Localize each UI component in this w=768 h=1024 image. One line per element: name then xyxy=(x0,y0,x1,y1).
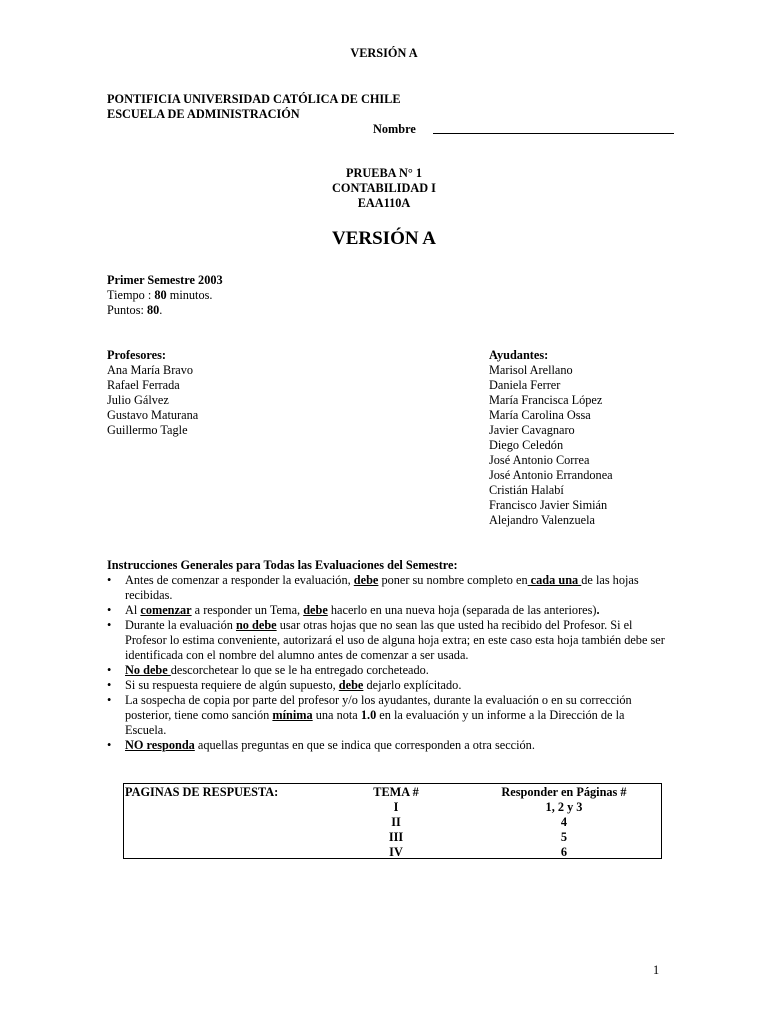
column-header: Responder en Páginas # xyxy=(501,785,627,799)
list-item: Francisco Javier Simián xyxy=(489,498,608,512)
time-value: 80 xyxy=(154,288,167,302)
exam-meta xyxy=(107,273,223,318)
list-item: Gustavo Maturana xyxy=(107,408,199,422)
list-item: Alejandro Valenzuela xyxy=(489,513,595,527)
topic-column xyxy=(356,785,436,860)
name-field-line[interactable] xyxy=(433,133,674,134)
table-heading: PAGINAS DE RESPUESTA: xyxy=(125,785,279,799)
table-cell: II xyxy=(391,815,401,829)
assistants-list xyxy=(489,348,613,528)
list-item: Daniela Ferrer xyxy=(489,378,561,392)
column-header: TEMA # xyxy=(373,785,419,799)
instruction-item: • La sospecha de copia por parte del profesor y/o los ayudantes, durante la evaluación o en su corrección posterior, tiene como sanción mínima una nota 1.0 en la evaluación y un informe a la Dirección de la Escuela. xyxy=(107,693,632,737)
exam-title-block xyxy=(0,166,768,211)
instruction-item: • Si su respuesta requiere de algún supuesto, debe dejarlo explícitado. xyxy=(107,678,462,692)
bullet: • xyxy=(107,678,112,692)
professors-list xyxy=(107,348,198,438)
institution-block xyxy=(107,92,401,122)
instruction-item: • No debe descorchetear lo que se le ha entregado corcheteado. xyxy=(107,663,429,677)
name-label: Nombre xyxy=(373,122,416,136)
table-cell: IV xyxy=(389,845,403,859)
version-header: VERSIÓN A xyxy=(350,46,418,60)
points-line: Puntos: 80. xyxy=(107,303,163,317)
list-item: José Antonio Errandonea xyxy=(489,468,613,482)
instruction-item: • Al comenzar a responder un Tema, debe hacerlo en una nueva hoja (separada de las anteriores). xyxy=(107,603,600,617)
list-item: Ana María Bravo xyxy=(107,363,194,377)
table-cell: 6 xyxy=(560,845,568,859)
university-name: PONTIFICIA UNIVERSIDAD CATÓLICA DE CHILE xyxy=(107,92,401,106)
pages-column xyxy=(464,785,664,860)
table-cell: I xyxy=(393,800,399,814)
table-cell: 1, 2 y 3 xyxy=(545,800,583,814)
version-title: VERSIÓN A xyxy=(332,228,436,249)
instructions-list xyxy=(107,573,667,753)
table-cell: III xyxy=(388,830,404,844)
instructions-heading: Instrucciones Generales para Todas las Evaluaciones del Semestre: xyxy=(107,558,458,572)
list-item: Rafael Ferrada xyxy=(107,378,180,392)
table-cell: 4 xyxy=(560,815,568,829)
time-line: Tiempo : 80 minutos. xyxy=(107,288,213,302)
bullet: • xyxy=(107,738,112,752)
points-value: 80 xyxy=(146,303,160,317)
list-item: Marisol Arellano xyxy=(489,363,573,377)
list-item: Guillermo Tagle xyxy=(107,423,188,437)
list-item: María Francisca López xyxy=(489,393,603,407)
list-item: María Carolina Ossa xyxy=(489,408,591,422)
instruction-item: • Antes de comenzar a responder la evaluación, debe poner su nombre completo en cada una de las hojas recibidas. xyxy=(107,573,639,602)
course-code: EAA110A xyxy=(357,196,411,210)
instruction-item: • NO responda aquellas preguntas en que se indica que corresponden a otra sección. xyxy=(107,738,535,752)
course-name: CONTABILIDAD I xyxy=(332,181,436,195)
bullet: • xyxy=(107,603,112,617)
semester-label: Primer Semestre 2003 xyxy=(107,273,223,287)
general-instructions xyxy=(107,558,667,753)
list-item: Diego Celedón xyxy=(489,438,564,452)
instruction-item: • Durante la evaluación no debe usar otras hojas que no sean las que usted ha recibido del Profesor. Si el Profesor lo estima conveniente, autorizará el uso de alguna hoja extra; en este caso esta hoja también debe ser identificada con el nombre del alumno antes de comenzar a ser usada. xyxy=(107,618,665,662)
bullet: • xyxy=(107,618,112,632)
bullet: • xyxy=(107,573,112,587)
answer-pages-table xyxy=(123,783,662,859)
table-cell: 5 xyxy=(560,830,568,844)
bullet: • xyxy=(107,693,112,707)
list-item: Javier Cavagnaro xyxy=(489,423,575,437)
professors-heading: Profesores: xyxy=(107,348,166,362)
school-name: ESCUELA DE ADMINISTRACIÓN xyxy=(107,107,300,121)
exam-title: PRUEBA N° 1 xyxy=(346,166,422,180)
list-item: Cristián Halabí xyxy=(489,483,564,497)
page-number: 1 xyxy=(653,963,660,977)
list-item: Julio Gálvez xyxy=(107,393,169,407)
bullet: • xyxy=(107,663,112,677)
list-item: José Antonio Correa xyxy=(489,453,590,467)
assistants-heading: Ayudantes: xyxy=(489,348,549,362)
